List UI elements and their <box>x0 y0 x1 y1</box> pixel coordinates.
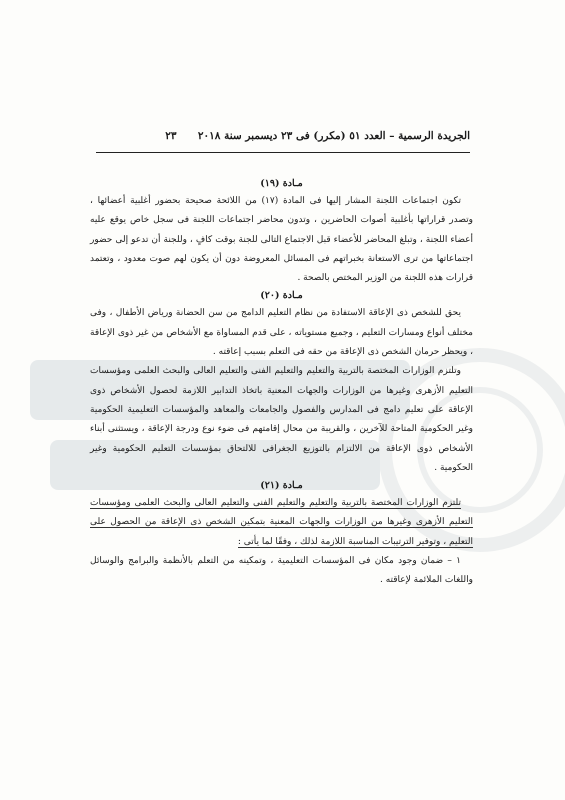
article-21-title: مـادة (٢١) <box>260 480 303 492</box>
article-20-title: مـادة (٢٠) <box>260 290 303 302</box>
article-20-paragraph-2: وتلتزم الوزارات المختصة بالتربية والتعليم والتعليم الفنى والتعليم العالى والبحث العلمى ومؤسسات التعليم الأزهرى وغيرها من الوزارات والجهات المعنية باتخاذ التدابير اللازمة لحصول الأشخاص ذوى الإعاقة على تعليم دامج فى المدارس والفصول والجامعات والمعاهد والمؤسسات التعليمية الحكومية وغير الحكومية المتاحة للآخرين ، والقريبة من محال إقامتهم فى ضوء نوع ودرجة الإعاقة ، ويستثنى أبناء الأشخاص ذوى الإعاقة من الالتزام بالتوزيع الجغرافى للالتحاق بمؤسسات التعليم الحكومية وغير الحكومية . <box>90 366 473 473</box>
page-header <box>96 130 470 142</box>
running-title: الجريدة الرسمية – العدد ٥١ (مكرر) فى ٢٣ ديسمبر سنة ٢٠١٨ <box>197 130 470 142</box>
article-20-paragraph-1: يحق للشخص ذى الإعاقة الاستفادة من نظام التعليم الدامج من سن الحضانة ورياض الأطفال ، وفى مختلف أنواع ومسارات التعليم ، وجميع مستوياته ، على قدم المساواة مع الأشخاص من غير ذوى الإعاقة ، ويحظر حرمان الشخص ذى الإعاقة من حقه فى التعلم بسبب إعاقته . <box>90 308 473 358</box>
document-body <box>90 176 473 591</box>
article-21-item-1: ١ – ضمان وجود مكان فى المؤسسات التعليمية ، وتمكينه من التعلم بالأنظمة والبرامج والوسائل واللغات الملائمة لإعاقته . <box>90 556 473 586</box>
header-divider <box>96 152 470 153</box>
article-19-title: مـادة (١٩) <box>260 178 303 189</box>
page-number: ٢٣ <box>165 130 177 142</box>
article-21-paragraph <box>90 494 473 552</box>
article-21-text-highlighted: تلتزم الوزارات المختصة بالتربية والتعليم والتعليم الفنى والتعليم العالى والبحث العلمى ومؤسسات التعليم الأزهرى وغيرها من الوزارات والجهات المعنية بتمكين الشخص ذى الإعاقة من الحصول على التعليم ، وتوفير الترتيبات المناسبة اللازمة لذلك ، وفقًا لما يأتى : <box>90 498 473 547</box>
article-19-paragraph: تكون اجتماعات اللجنة المشار إليها فى المادة (١٧) من اللائحة صحيحة بحضور أغلبية أعضائها ، وتصدر قراراتها بأغلبية أصوات الحاضرين ، وتدون محاضر اجتماعات اللجنة فى سجل خاص يوقع عليه أعضاء اللجنة ، وتبلغ المحاضر للأعضاء قبل الاجتماع التالى للجنة بوقت كافٍ ، وللجنة أن تدعو إلى حضور اجتماعاتها من ترى الاستعانة بخبراتهم فى المسائل المعروضة دون أن يكون لهم صوت معدود ، وتعتمد قرارات هذه اللجنة من الوزير المختص بالصحة . <box>90 196 473 284</box>
